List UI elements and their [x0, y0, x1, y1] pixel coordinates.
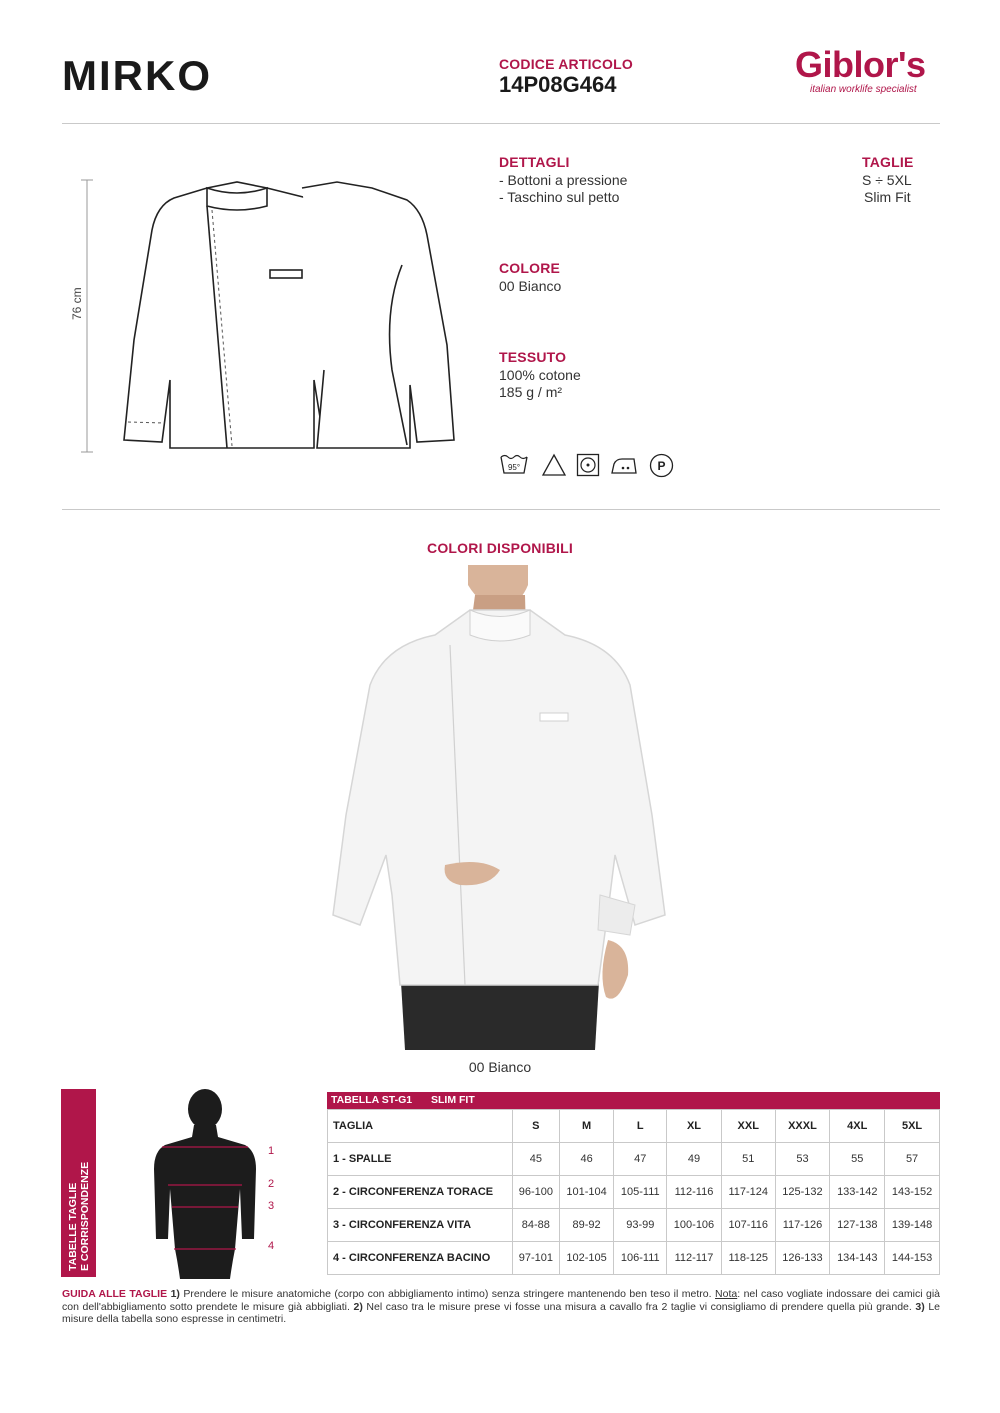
guide-text-2: Nel caso tra le misure prese vi fosse una misura a cavallo fra 2 taglie vi consigliamo di prendere quella più grande. — [366, 1300, 912, 1313]
table-cell: 134-143 — [830, 1242, 885, 1275]
side-label-line1: TABELLE TAGLIE — [67, 1182, 79, 1271]
guide-text-3: Le misure della tabella sono espresse in centimetri. — [62, 1300, 940, 1325]
wash-temp: 95° — [507, 463, 521, 472]
table-cell: 106-111 — [614, 1242, 667, 1275]
table-cell: 118-125 — [721, 1242, 775, 1275]
guide-nota: : nel caso vogliate indossare dei camici già con dell'abbigliamento sotto prendete le misure già abbigliati. — [62, 1288, 941, 1313]
size-table — [327, 1109, 940, 1275]
table-cell: 57 — [885, 1143, 940, 1176]
fabric-composition: 100% cotone — [499, 367, 581, 383]
body-marker-3: 3 — [268, 1200, 275, 1212]
table-cell: 97-101 — [513, 1242, 560, 1275]
available-colors-label: COLORI DISPONIBILI — [427, 540, 573, 556]
garment-sketch — [62, 170, 472, 460]
size-table-side-banner — [61, 1089, 96, 1277]
table-cell: 133-142 — [830, 1176, 885, 1209]
row-label: 1 - SPALLE — [328, 1143, 513, 1176]
table-cell: 55 — [830, 1143, 885, 1176]
size-table-title: TABELLA ST-G1 — [331, 1094, 413, 1106]
table-row — [328, 1176, 940, 1209]
table-cell: 144-153 — [885, 1242, 940, 1275]
table-cell: 47 — [614, 1143, 667, 1176]
table-row — [328, 1242, 940, 1275]
fit-type: Slim Fit — [864, 189, 911, 205]
table-header-row — [328, 1110, 940, 1143]
article-code-label: CODICE ARTICOLO — [499, 56, 633, 72]
details-item: - Bottoni a pressione — [499, 172, 628, 188]
size-header-cell: 5XL — [885, 1110, 940, 1143]
fabric-weight: 185 g / m² — [499, 384, 563, 400]
details-item: - Taschino sul petto — [499, 189, 620, 205]
article-code: 14P08G464 — [499, 72, 617, 97]
table-cell: 96-100 — [513, 1176, 560, 1209]
dry-clean-p-icon — [649, 453, 674, 483]
wash-95-icon — [499, 453, 529, 482]
table-cell: 84-88 — [513, 1209, 560, 1242]
table-cell: 125-132 — [775, 1176, 830, 1209]
table-cell: 117-126 — [775, 1209, 830, 1242]
jacket-flat-drawing — [62, 170, 472, 460]
row-label: 3 - CIRCONFERENZA VITA — [328, 1209, 513, 1242]
guide-num-3: 3) — [915, 1300, 925, 1313]
product-title: MIRKO — [62, 52, 212, 99]
details-label: DETTAGLI — [499, 154, 570, 170]
body-marker-2: 2 — [268, 1178, 275, 1190]
size-header-cell: L — [614, 1110, 667, 1143]
table-cell: 53 — [775, 1143, 830, 1176]
divider-middle — [62, 509, 940, 510]
guide-nota-label: Nota — [715, 1288, 738, 1300]
size-range: S ÷ 5XL — [862, 172, 912, 188]
product-photo — [330, 565, 670, 1050]
tumble-dry-icon — [576, 453, 600, 482]
table-cell: 112-116 — [667, 1176, 722, 1209]
brand-tagline: italian worklife specialist — [810, 84, 917, 95]
brand-logo: Giblor's — [795, 44, 926, 85]
table-cell: 100-106 — [667, 1209, 722, 1242]
guide-text-1: Prendere le misure anatomiche (corpo con abbigliamento intimo) senza stringere mantenendo ben teso il metro. — [183, 1288, 712, 1300]
color-value: 00 Bianco — [499, 278, 562, 294]
body-marker-4: 4 — [268, 1240, 275, 1252]
row-label: 2 - CIRCONFERENZA TORACE — [328, 1176, 513, 1209]
table-cell: 101-104 — [559, 1176, 614, 1209]
guide-num-2: 2) — [353, 1300, 363, 1313]
photo-caption: 00 Bianco — [468, 1059, 532, 1075]
table-cell: 102-105 — [559, 1242, 614, 1275]
row-label: 4 - CIRCONFERENZA BACINO — [328, 1242, 513, 1275]
size-header-cell: XXL — [721, 1110, 775, 1143]
size-header-cell: S — [513, 1110, 560, 1143]
color-label: COLORE — [499, 260, 561, 276]
table-row — [328, 1209, 940, 1242]
side-label-line2: E CORRISPONDENZE — [79, 1161, 91, 1271]
table-cell: 107-116 — [721, 1209, 775, 1242]
table-cell: 139-148 — [885, 1209, 940, 1242]
table-cell: 126-133 — [775, 1242, 830, 1275]
table-cell: 46 — [559, 1143, 614, 1176]
size-table-header-bar — [327, 1092, 940, 1109]
size-guide-label: GUIDA ALLE TAGLIE — [62, 1288, 168, 1300]
table-cell: 105-111 — [614, 1176, 667, 1209]
guide-num-1: 1) — [170, 1288, 180, 1300]
table-cell: 93-99 — [614, 1209, 667, 1242]
length-label: 76 cm — [70, 287, 84, 320]
body-marker-1: 1 — [268, 1145, 275, 1157]
table-cell: 89-92 — [559, 1209, 614, 1242]
table-cell: 143-152 — [885, 1176, 940, 1209]
table-cell: 112-117 — [667, 1242, 722, 1275]
size-header-cell: XL — [667, 1110, 722, 1143]
size-guide — [62, 1288, 940, 1326]
table-cell: 51 — [721, 1143, 775, 1176]
size-header-cell: 4XL — [830, 1110, 885, 1143]
divider-top — [62, 123, 940, 124]
table-cell: 49 — [667, 1143, 722, 1176]
iron-two-dots-icon — [610, 453, 640, 482]
table-cell: 45 — [513, 1143, 560, 1176]
sizes-label: TAGLIE — [862, 154, 914, 170]
table-cell: 127-138 — [830, 1209, 885, 1242]
fabric-label: TESSUTO — [499, 349, 567, 365]
dryclean-letter: P — [657, 459, 666, 473]
table-cell: 117-124 — [721, 1176, 775, 1209]
body-silhouette — [150, 1089, 260, 1279]
size-header-cell: XXXL — [775, 1110, 830, 1143]
header-cell: TAGLIA — [328, 1110, 513, 1143]
bleach-triangle-icon — [541, 453, 567, 482]
table-row — [328, 1143, 940, 1176]
size-table-fit: SLIM FIT — [431, 1094, 475, 1106]
size-header-cell: M — [559, 1110, 614, 1143]
